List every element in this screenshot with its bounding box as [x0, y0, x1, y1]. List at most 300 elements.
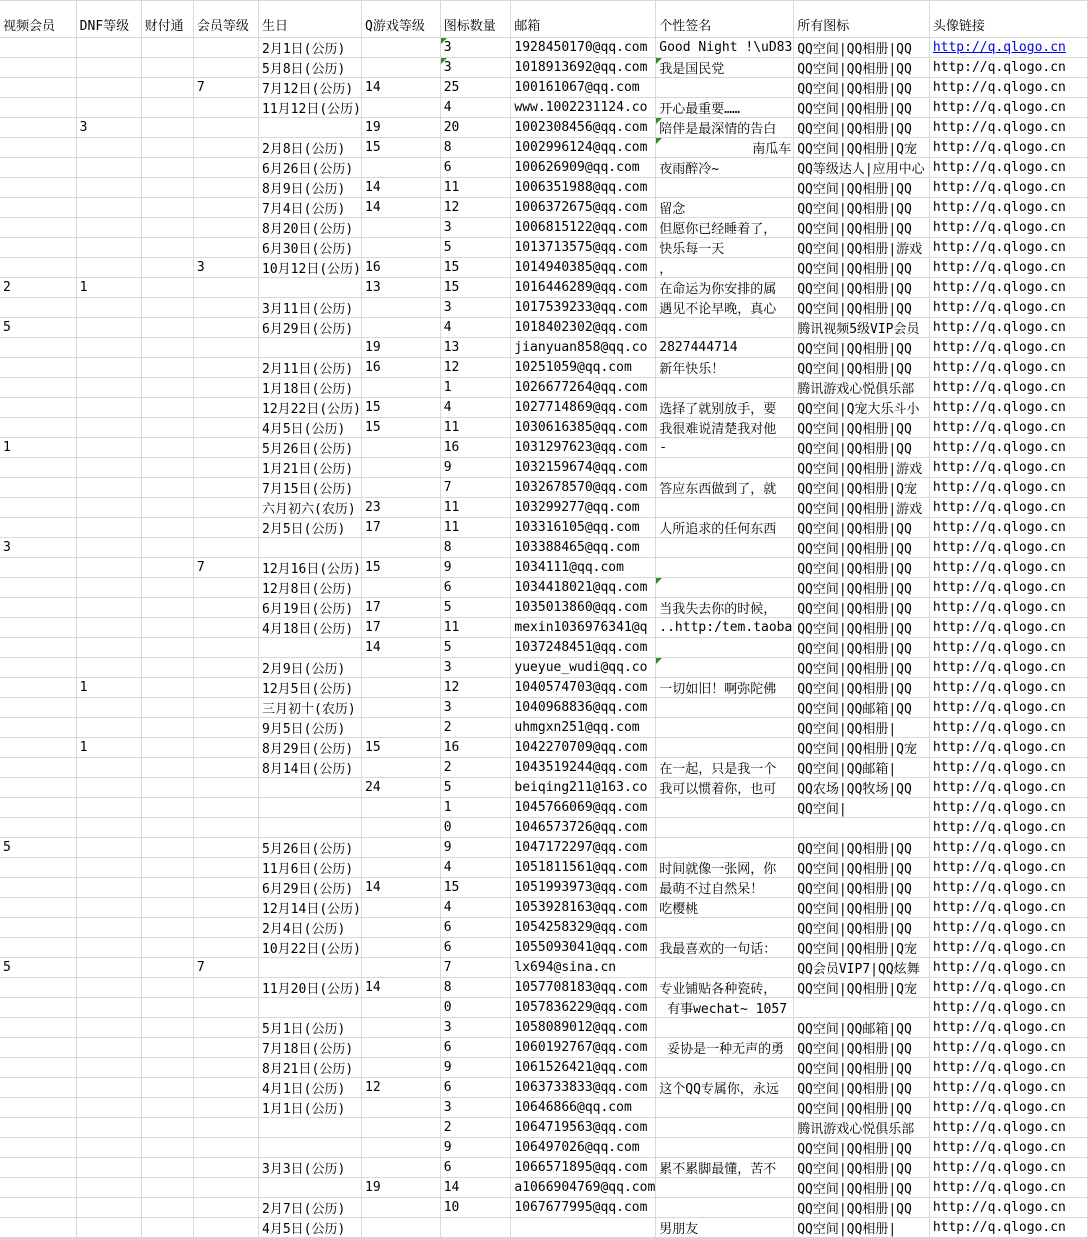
- cell-tenpay[interactable]: [141, 778, 193, 798]
- cell-dnf_level[interactable]: [76, 758, 141, 778]
- cell-icon_count[interactable]: [440, 838, 511, 858]
- cell-birthday[interactable]: [259, 78, 362, 98]
- cell-dnf_level[interactable]: [76, 178, 141, 198]
- cell-signature[interactable]: [656, 978, 794, 998]
- cell-qgame_level[interactable]: [362, 1098, 441, 1118]
- cell-dnf_level[interactable]: [76, 918, 141, 938]
- cell-qgame_level[interactable]: [362, 1198, 441, 1218]
- cell-dnf_level[interactable]: [76, 518, 141, 538]
- cell-email[interactable]: [511, 1198, 656, 1218]
- cell-qgame_level[interactable]: [362, 1058, 441, 1078]
- cell-video_vip[interactable]: [0, 1098, 76, 1118]
- cell-birthday[interactable]: [259, 678, 362, 698]
- cell-email[interactable]: [511, 1098, 656, 1118]
- cell-avatar_url[interactable]: [929, 118, 1087, 138]
- cell-birthday[interactable]: [259, 698, 362, 718]
- cell-avatar_url[interactable]: [929, 698, 1087, 718]
- cell-email[interactable]: [511, 1138, 656, 1158]
- cell-video_vip[interactable]: [0, 898, 76, 918]
- cell-icon_count[interactable]: [440, 758, 511, 778]
- cell-signature[interactable]: [656, 418, 794, 438]
- cell-dnf_level[interactable]: [76, 458, 141, 478]
- cell-avatar_url[interactable]: [929, 298, 1087, 318]
- cell-all_icons[interactable]: [794, 718, 930, 738]
- cell-birthday[interactable]: [259, 1138, 362, 1158]
- cell-video_vip[interactable]: [0, 458, 76, 478]
- cell-email[interactable]: [511, 338, 656, 358]
- cell-avatar_url[interactable]: [929, 418, 1087, 438]
- cell-avatar_url[interactable]: [929, 318, 1087, 338]
- cell-vip_level[interactable]: [193, 998, 258, 1018]
- cell-avatar_url[interactable]: [929, 218, 1087, 238]
- cell-dnf_level[interactable]: [76, 638, 141, 658]
- cell-email[interactable]: [511, 538, 656, 558]
- cell-icon_count[interactable]: [440, 478, 511, 498]
- cell-all_icons[interactable]: [794, 418, 930, 438]
- cell-birthday[interactable]: [259, 178, 362, 198]
- cell-tenpay[interactable]: [141, 1078, 193, 1098]
- cell-video_vip[interactable]: [0, 998, 76, 1018]
- cell-dnf_level[interactable]: [76, 978, 141, 998]
- cell-birthday[interactable]: [259, 998, 362, 1018]
- cell-qgame_level[interactable]: [362, 858, 441, 878]
- cell-vip_level[interactable]: [193, 458, 258, 478]
- cell-signature[interactable]: [656, 958, 794, 978]
- cell-qgame_level[interactable]: [362, 378, 441, 398]
- cell-dnf_level[interactable]: [76, 818, 141, 838]
- cell-avatar_url[interactable]: [929, 618, 1087, 638]
- cell-dnf_level[interactable]: [76, 398, 141, 418]
- cell-birthday[interactable]: [259, 278, 362, 298]
- cell-icon_count[interactable]: [440, 438, 511, 458]
- cell-dnf_level[interactable]: [76, 858, 141, 878]
- cell-icon_count[interactable]: [440, 178, 511, 198]
- cell-tenpay[interactable]: [141, 658, 193, 678]
- column-header-tenpay[interactable]: [141, 1, 193, 38]
- cell-dnf_level[interactable]: [76, 698, 141, 718]
- cell-signature[interactable]: [656, 538, 794, 558]
- cell-video_vip[interactable]: [0, 358, 76, 378]
- cell-signature[interactable]: [656, 1178, 794, 1198]
- cell-avatar_url[interactable]: [929, 858, 1087, 878]
- cell-email[interactable]: [511, 938, 656, 958]
- cell-email[interactable]: [511, 658, 656, 678]
- cell-email[interactable]: [511, 878, 656, 898]
- cell-icon_count[interactable]: [440, 98, 511, 118]
- cell-email[interactable]: [511, 778, 656, 798]
- cell-all_icons[interactable]: [794, 218, 930, 238]
- cell-tenpay[interactable]: [141, 398, 193, 418]
- cell-qgame_level[interactable]: [362, 58, 441, 78]
- cell-birthday[interactable]: [259, 38, 362, 58]
- cell-video_vip[interactable]: [0, 518, 76, 538]
- cell-qgame_level[interactable]: [362, 38, 441, 58]
- cell-signature[interactable]: [656, 1098, 794, 1118]
- cell-qgame_level[interactable]: [362, 738, 441, 758]
- cell-vip_level[interactable]: [193, 218, 258, 238]
- cell-video_vip[interactable]: [0, 798, 76, 818]
- cell-dnf_level[interactable]: [76, 278, 141, 298]
- cell-email[interactable]: [511, 638, 656, 658]
- cell-tenpay[interactable]: [141, 998, 193, 1018]
- cell-qgame_level[interactable]: [362, 778, 441, 798]
- cell-icon_count[interactable]: [440, 1098, 511, 1118]
- cell-email[interactable]: [511, 1158, 656, 1178]
- cell-dnf_level[interactable]: [76, 618, 141, 638]
- cell-qgame_level[interactable]: [362, 1118, 441, 1138]
- cell-avatar_url[interactable]: [929, 58, 1087, 78]
- cell-all_icons[interactable]: [794, 898, 930, 918]
- cell-avatar_url[interactable]: [929, 838, 1087, 858]
- cell-birthday[interactable]: [259, 238, 362, 258]
- cell-signature[interactable]: [656, 798, 794, 818]
- cell-tenpay[interactable]: [141, 678, 193, 698]
- cell-icon_count[interactable]: [440, 1058, 511, 1078]
- cell-all_icons[interactable]: [794, 958, 930, 978]
- cell-all_icons[interactable]: [794, 78, 930, 98]
- cell-birthday[interactable]: [259, 1058, 362, 1078]
- cell-birthday[interactable]: [259, 558, 362, 578]
- cell-video_vip[interactable]: [0, 478, 76, 498]
- cell-dnf_level[interactable]: [76, 498, 141, 518]
- cell-vip_level[interactable]: [193, 558, 258, 578]
- cell-email[interactable]: [511, 1218, 656, 1238]
- cell-avatar_url[interactable]: [929, 1158, 1087, 1178]
- cell-avatar_url[interactable]: [929, 958, 1087, 978]
- cell-signature[interactable]: [656, 778, 794, 798]
- cell-email[interactable]: [511, 218, 656, 238]
- cell-birthday[interactable]: [259, 978, 362, 998]
- cell-dnf_level[interactable]: [76, 298, 141, 318]
- cell-avatar_url[interactable]: [929, 438, 1087, 458]
- cell-email[interactable]: [511, 318, 656, 338]
- cell-video_vip[interactable]: [0, 158, 76, 178]
- cell-avatar_url[interactable]: [929, 238, 1087, 258]
- cell-qgame_level[interactable]: [362, 878, 441, 898]
- cell-video_vip[interactable]: [0, 298, 76, 318]
- cell-email[interactable]: [511, 158, 656, 178]
- cell-email[interactable]: [511, 758, 656, 778]
- cell-avatar_url[interactable]: [929, 258, 1087, 278]
- cell-dnf_level[interactable]: [76, 38, 141, 58]
- cell-signature[interactable]: [656, 1058, 794, 1078]
- cell-video_vip[interactable]: [0, 318, 76, 338]
- cell-avatar_url[interactable]: [929, 398, 1087, 418]
- cell-all_icons[interactable]: [794, 978, 930, 998]
- cell-video_vip[interactable]: [0, 1118, 76, 1138]
- cell-tenpay[interactable]: [141, 418, 193, 438]
- cell-dnf_level[interactable]: [76, 578, 141, 598]
- cell-vip_level[interactable]: [193, 678, 258, 698]
- cell-video_vip[interactable]: [0, 658, 76, 678]
- cell-vip_level[interactable]: [193, 1158, 258, 1178]
- cell-signature[interactable]: [656, 618, 794, 638]
- cell-video_vip[interactable]: [0, 1038, 76, 1058]
- cell-signature[interactable]: [656, 118, 794, 138]
- cell-signature[interactable]: [656, 78, 794, 98]
- cell-all_icons[interactable]: [794, 558, 930, 578]
- cell-email[interactable]: [511, 398, 656, 418]
- cell-avatar_url[interactable]: [929, 938, 1087, 958]
- cell-all_icons[interactable]: [794, 618, 930, 638]
- cell-avatar_url[interactable]: [929, 458, 1087, 478]
- cell-birthday[interactable]: [259, 378, 362, 398]
- cell-email[interactable]: [511, 998, 656, 1018]
- cell-dnf_level[interactable]: [76, 878, 141, 898]
- cell-avatar_url[interactable]: [929, 78, 1087, 98]
- cell-qgame_level[interactable]: [362, 598, 441, 618]
- cell-video_vip[interactable]: [0, 818, 76, 838]
- cell-signature[interactable]: [656, 598, 794, 618]
- cell-email[interactable]: [511, 818, 656, 838]
- cell-vip_level[interactable]: [193, 778, 258, 798]
- cell-tenpay[interactable]: [141, 558, 193, 578]
- cell-vip_level[interactable]: [193, 1038, 258, 1058]
- cell-video_vip[interactable]: [0, 498, 76, 518]
- cell-video_vip[interactable]: [0, 438, 76, 458]
- cell-video_vip[interactable]: [0, 878, 76, 898]
- cell-avatar_url[interactable]: [929, 178, 1087, 198]
- cell-tenpay[interactable]: [141, 178, 193, 198]
- cell-vip_level[interactable]: [193, 58, 258, 78]
- cell-qgame_level[interactable]: [362, 718, 441, 738]
- cell-email[interactable]: [511, 98, 656, 118]
- cell-email[interactable]: [511, 198, 656, 218]
- cell-signature[interactable]: [656, 1158, 794, 1178]
- cell-avatar_url[interactable]: [929, 638, 1087, 658]
- cell-birthday[interactable]: [259, 898, 362, 918]
- cell-all_icons[interactable]: [794, 1158, 930, 1178]
- cell-tenpay[interactable]: [141, 1098, 193, 1118]
- cell-birthday[interactable]: [259, 1018, 362, 1038]
- cell-avatar_url[interactable]: [929, 1078, 1087, 1098]
- cell-icon_count[interactable]: [440, 618, 511, 638]
- cell-video_vip[interactable]: [0, 1198, 76, 1218]
- cell-vip_level[interactable]: [193, 578, 258, 598]
- cell-birthday[interactable]: [259, 778, 362, 798]
- cell-icon_count[interactable]: [440, 858, 511, 878]
- cell-all_icons[interactable]: [794, 38, 930, 58]
- cell-qgame_level[interactable]: [362, 618, 441, 638]
- cell-tenpay[interactable]: [141, 938, 193, 958]
- cell-avatar_url[interactable]: [929, 138, 1087, 158]
- cell-birthday[interactable]: [259, 358, 362, 378]
- cell-all_icons[interactable]: [794, 458, 930, 478]
- cell-icon_count[interactable]: [440, 58, 511, 78]
- cell-tenpay[interactable]: [141, 978, 193, 998]
- cell-video_vip[interactable]: [0, 678, 76, 698]
- cell-tenpay[interactable]: [141, 1178, 193, 1198]
- cell-vip_level[interactable]: [193, 38, 258, 58]
- cell-qgame_level[interactable]: [362, 678, 441, 698]
- cell-dnf_level[interactable]: [76, 138, 141, 158]
- cell-video_vip[interactable]: [0, 538, 76, 558]
- cell-signature[interactable]: [656, 38, 794, 58]
- cell-vip_level[interactable]: [193, 398, 258, 418]
- cell-icon_count[interactable]: [440, 1038, 511, 1058]
- cell-vip_level[interactable]: [193, 658, 258, 678]
- cell-dnf_level[interactable]: [76, 238, 141, 258]
- cell-icon_count[interactable]: [440, 938, 511, 958]
- cell-vip_level[interactable]: [193, 78, 258, 98]
- cell-dnf_level[interactable]: [76, 1118, 141, 1138]
- cell-birthday[interactable]: [259, 1078, 362, 1098]
- cell-vip_level[interactable]: [193, 358, 258, 378]
- cell-icon_count[interactable]: [440, 958, 511, 978]
- cell-icon_count[interactable]: [440, 878, 511, 898]
- cell-all_icons[interactable]: [794, 358, 930, 378]
- cell-vip_level[interactable]: [193, 1098, 258, 1118]
- cell-qgame_level[interactable]: [362, 698, 441, 718]
- cell-avatar_url[interactable]: [929, 1118, 1087, 1138]
- cell-email[interactable]: [511, 1078, 656, 1098]
- cell-tenpay[interactable]: [141, 1158, 193, 1178]
- cell-signature[interactable]: [656, 298, 794, 318]
- cell-tenpay[interactable]: [141, 458, 193, 478]
- cell-qgame_level[interactable]: [362, 658, 441, 678]
- cell-vip_level[interactable]: [193, 1178, 258, 1198]
- column-header-all_icons[interactable]: [794, 1, 930, 38]
- cell-qgame_level[interactable]: [362, 958, 441, 978]
- cell-icon_count[interactable]: [440, 258, 511, 278]
- cell-all_icons[interactable]: [794, 938, 930, 958]
- cell-all_icons[interactable]: [794, 818, 930, 838]
- cell-signature[interactable]: [656, 178, 794, 198]
- cell-avatar_url[interactable]: [929, 778, 1087, 798]
- cell-signature[interactable]: [656, 738, 794, 758]
- cell-video_vip[interactable]: [0, 858, 76, 878]
- cell-icon_count[interactable]: [440, 778, 511, 798]
- cell-avatar_url[interactable]: [929, 798, 1087, 818]
- cell-birthday[interactable]: [259, 878, 362, 898]
- cell-birthday[interactable]: [259, 758, 362, 778]
- cell-tenpay[interactable]: [141, 58, 193, 78]
- cell-vip_level[interactable]: [193, 858, 258, 878]
- cell-video_vip[interactable]: [0, 638, 76, 658]
- cell-icon_count[interactable]: [440, 978, 511, 998]
- cell-avatar_url[interactable]: [929, 598, 1087, 618]
- cell-video_vip[interactable]: [0, 178, 76, 198]
- cell-dnf_level[interactable]: [76, 358, 141, 378]
- cell-signature[interactable]: [656, 518, 794, 538]
- cell-all_icons[interactable]: [794, 1078, 930, 1098]
- cell-icon_count[interactable]: [440, 498, 511, 518]
- cell-avatar_url[interactable]: [929, 498, 1087, 518]
- cell-video_vip[interactable]: [0, 38, 76, 58]
- cell-vip_level[interactable]: [193, 638, 258, 658]
- cell-email[interactable]: [511, 78, 656, 98]
- cell-all_icons[interactable]: [794, 1118, 930, 1138]
- cell-tenpay[interactable]: [141, 898, 193, 918]
- cell-icon_count[interactable]: [440, 1178, 511, 1198]
- cell-email[interactable]: [511, 38, 656, 58]
- cell-all_icons[interactable]: [794, 58, 930, 78]
- cell-video_vip[interactable]: [0, 98, 76, 118]
- cell-signature[interactable]: [656, 398, 794, 418]
- cell-tenpay[interactable]: [141, 78, 193, 98]
- cell-dnf_level[interactable]: [76, 1018, 141, 1038]
- cell-icon_count[interactable]: [440, 898, 511, 918]
- cell-avatar_url[interactable]: [929, 1038, 1087, 1058]
- cell-icon_count[interactable]: [440, 158, 511, 178]
- cell-video_vip[interactable]: [0, 238, 76, 258]
- cell-all_icons[interactable]: [794, 598, 930, 618]
- cell-vip_level[interactable]: [193, 238, 258, 258]
- cell-email[interactable]: [511, 518, 656, 538]
- cell-qgame_level[interactable]: [362, 978, 441, 998]
- cell-all_icons[interactable]: [794, 118, 930, 138]
- cell-vip_level[interactable]: [193, 318, 258, 338]
- cell-icon_count[interactable]: [440, 318, 511, 338]
- cell-signature[interactable]: [656, 898, 794, 918]
- cell-icon_count[interactable]: [440, 1158, 511, 1178]
- cell-icon_count[interactable]: [440, 638, 511, 658]
- cell-vip_level[interactable]: [193, 498, 258, 518]
- cell-vip_level[interactable]: [193, 278, 258, 298]
- cell-qgame_level[interactable]: [362, 178, 441, 198]
- cell-birthday[interactable]: [259, 1158, 362, 1178]
- cell-icon_count[interactable]: [440, 1018, 511, 1038]
- cell-video_vip[interactable]: [0, 1178, 76, 1198]
- cell-vip_level[interactable]: [193, 1138, 258, 1158]
- cell-email[interactable]: [511, 358, 656, 378]
- cell-dnf_level[interactable]: [76, 78, 141, 98]
- cell-icon_count[interactable]: [440, 558, 511, 578]
- cell-email[interactable]: [511, 838, 656, 858]
- cell-qgame_level[interactable]: [362, 1138, 441, 1158]
- cell-tenpay[interactable]: [141, 138, 193, 158]
- cell-video_vip[interactable]: [0, 618, 76, 638]
- cell-video_vip[interactable]: [0, 378, 76, 398]
- cell-birthday[interactable]: [259, 798, 362, 818]
- cell-email[interactable]: [511, 438, 656, 458]
- cell-qgame_level[interactable]: [362, 1078, 441, 1098]
- cell-avatar_url[interactable]: [929, 98, 1087, 118]
- cell-dnf_level[interactable]: [76, 1098, 141, 1118]
- cell-icon_count[interactable]: [440, 338, 511, 358]
- cell-icon_count[interactable]: [440, 918, 511, 938]
- cell-all_icons[interactable]: [794, 1198, 930, 1218]
- cell-avatar_url[interactable]: [929, 738, 1087, 758]
- cell-vip_level[interactable]: [193, 518, 258, 538]
- cell-dnf_level[interactable]: [76, 778, 141, 798]
- cell-avatar_url[interactable]: [929, 1138, 1087, 1158]
- cell-icon_count[interactable]: [440, 598, 511, 618]
- cell-icon_count[interactable]: [440, 358, 511, 378]
- cell-birthday[interactable]: [259, 598, 362, 618]
- cell-video_vip[interactable]: [0, 1018, 76, 1038]
- cell-email[interactable]: [511, 738, 656, 758]
- cell-icon_count[interactable]: [440, 378, 511, 398]
- cell-video_vip[interactable]: [0, 418, 76, 438]
- cell-birthday[interactable]: [259, 738, 362, 758]
- cell-birthday[interactable]: [259, 298, 362, 318]
- cell-icon_count[interactable]: [440, 578, 511, 598]
- cell-video_vip[interactable]: [0, 958, 76, 978]
- cell-dnf_level[interactable]: [76, 318, 141, 338]
- cell-icon_count[interactable]: [440, 1138, 511, 1158]
- cell-dnf_level[interactable]: [76, 1058, 141, 1078]
- cell-birthday[interactable]: [259, 1038, 362, 1058]
- cell-qgame_level[interactable]: [362, 78, 441, 98]
- cell-qgame_level[interactable]: [362, 1158, 441, 1178]
- cell-vip_level[interactable]: [193, 1078, 258, 1098]
- cell-vip_level[interactable]: [193, 918, 258, 938]
- cell-signature[interactable]: [656, 1198, 794, 1218]
- cell-email[interactable]: [511, 898, 656, 918]
- cell-signature[interactable]: [656, 918, 794, 938]
- cell-qgame_level[interactable]: [362, 198, 441, 218]
